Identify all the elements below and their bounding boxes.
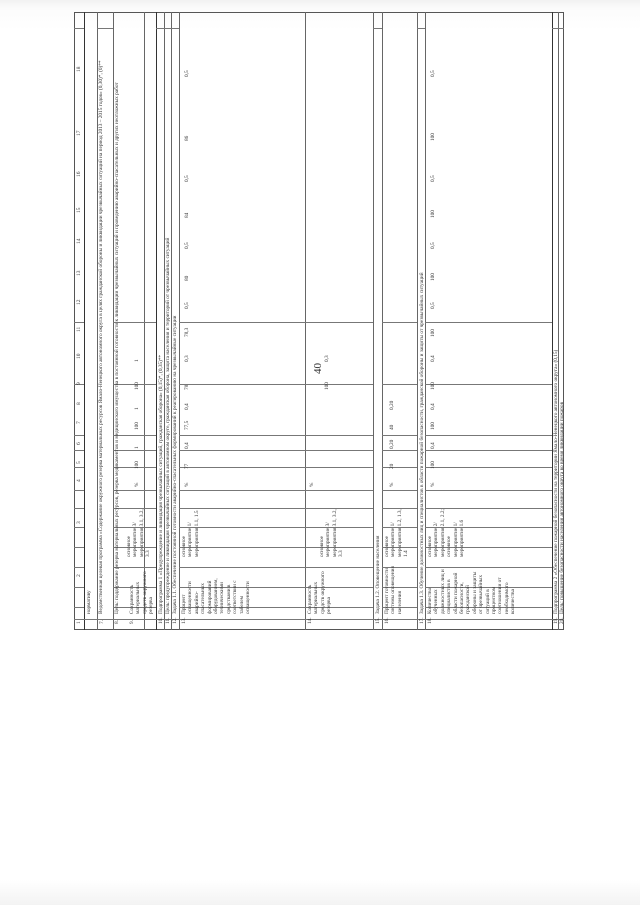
col-line (179, 467, 373, 468)
header-col-7: 7 (76, 421, 82, 424)
row-9-value: 1 (134, 359, 140, 362)
col-line (74, 607, 84, 608)
row-18-value: 100 (430, 422, 436, 430)
col-line (425, 435, 552, 436)
row-9-value: 100 (134, 461, 140, 469)
row-10-text: Подпрограмма 1 «Предупреждение и ликвидация чрезвычайных ситуаций, гражданская оборона» (0,15)*, (0,35)** (158, 354, 164, 614)
col-line (382, 384, 417, 385)
header-col-3: 3 (76, 521, 82, 524)
row-14-measure: основное мероприятие 3/ мероприятия 3.1, 3.2, 3.3 (319, 509, 345, 557)
row-11-num: 11. (165, 617, 171, 624)
row-16-value: 0,20 (389, 439, 395, 449)
row-18-value: 0,5 (430, 175, 436, 182)
row-14-value: 100 (324, 382, 330, 390)
row-divider (382, 12, 383, 630)
row-7-num: 7. (99, 620, 105, 624)
row-18-value: 100 (430, 329, 436, 337)
rotated-table-page (74, 12, 564, 630)
col-line (373, 28, 382, 29)
row-13-name: Процент оснащенности аварийно-спасательных формирований оборудованием, техническими средствами в соответствии с табелем оснащенности (181, 578, 252, 614)
col-line (97, 28, 113, 29)
row-19-text: Подпрограмма 2 «Обеспечение пожарной безопасности на территории Ямало-Ненецкого автономного округа» (0,15) (553, 349, 559, 614)
col-line (425, 490, 552, 491)
col-line (74, 435, 84, 436)
col-line (74, 28, 84, 29)
row-13-measure: основное мероприятие 1/ мероприятия 1.1, 1.5 (181, 510, 200, 557)
col-line (74, 567, 84, 568)
row-14-value: 0,3 (324, 355, 330, 362)
col-line (382, 467, 417, 468)
row-20-text: Цель: повышение безопасности населения автономного округа во время ликвидации пожаров (559, 401, 565, 614)
row-18-value: 0,4 (430, 355, 436, 362)
row-8-num: 8. (114, 620, 120, 624)
row-17-num: 17. (419, 617, 425, 624)
row-18-value: 100 (430, 273, 436, 281)
row-18-name: Количество обученных должностных лиц и специалистов в области пожарной безопасности, гражданской обороны и защиты от чрезвычайных ситуаций в процентном соотношении от необходимого количества (427, 569, 517, 614)
header-col-9: 9 (76, 382, 82, 385)
row-18-value: 100 (430, 133, 436, 141)
row-8-text: Цель: поддержание резерва материальных ресурсов, резерва медикаментов и медицинского имущества в постоянной готовности к ликвидации чрезвычайных ситуаций и проведению аварийно-спасательных и других неотложных работ (114, 82, 120, 614)
row-divider (305, 12, 306, 630)
col-line (382, 490, 417, 491)
col-line (425, 450, 552, 451)
page-number: 40 (312, 363, 324, 374)
row-divider (179, 12, 180, 630)
row-16-num: 16. (384, 617, 390, 624)
row-13-value: 0,5 (184, 175, 190, 182)
col-line (179, 490, 373, 491)
row-divider (417, 12, 418, 630)
row-16-measure: основное мероприятие 1/ мероприятия 1.2, 1.3, 1.4 (384, 509, 410, 557)
header-col-2: 2 (76, 574, 82, 577)
col-line (74, 547, 84, 548)
col-line (552, 28, 564, 29)
row-13-value: 77 (184, 463, 190, 469)
row-13-value: 0,5 (184, 70, 190, 77)
row-19-num: 19. (553, 617, 559, 624)
row-9-value: 100 (134, 422, 140, 430)
col-line (164, 28, 171, 29)
row-9-num: 9. (129, 620, 135, 624)
row-18-unit: % (430, 482, 436, 487)
row-18-value: 0,5 (430, 302, 436, 309)
col-line (179, 322, 373, 323)
row-13-value: 0,4 (184, 403, 190, 410)
col-line (179, 384, 373, 385)
col-line (74, 450, 84, 451)
row-13-value: 77,5 (184, 420, 190, 430)
col-line (74, 587, 84, 588)
row-11-text: Цель: предупреждение и ликвидация чрезвычайных ситуаций в автономном округе, гражданская оборона, защита населения и территорий от чрезвычайных ситуаций (165, 237, 171, 614)
header-col-13: 13 (76, 270, 82, 276)
col-line (382, 322, 417, 323)
row-9-name: Сохранность материальных средств окружного резерва (129, 571, 155, 614)
row-16-value: 20 (389, 463, 395, 469)
row-13-value: 80 (184, 275, 190, 281)
header-col-6: 6 (76, 442, 82, 445)
header-col-17: 17 (76, 130, 82, 136)
col-line (171, 28, 179, 29)
col-line (74, 508, 84, 509)
row-20-num: 20. (559, 617, 565, 624)
header-col-11: 11 (76, 326, 82, 332)
row-12-text: Задача 1.1. Обеспечение постоянной готовности аварийно-спасательных формирований к реагированию на чрезвычайные ситуации (172, 315, 178, 614)
row-13-value: 86 (184, 135, 190, 141)
row-divider (84, 12, 85, 630)
row-16-name: Процент готовности системы оповещения населения (384, 566, 403, 614)
row-13-value: 0,3 (184, 355, 190, 362)
row-15-text: Задача 1.2. Оповещение населения (375, 535, 381, 614)
row-18-value: 0,5 (430, 70, 436, 77)
col-line (74, 467, 84, 468)
row-18-value: 100 (430, 461, 436, 469)
row-13-value: 0,5 (184, 302, 190, 309)
row-18-value: 100 (430, 382, 436, 390)
header-col-5: 5 (76, 461, 82, 464)
row-16-unit: % (389, 482, 395, 487)
row-16-value: 0,20 (389, 400, 395, 410)
col-line (425, 322, 552, 323)
col-line (179, 435, 373, 436)
row-15-num: 15. (375, 617, 381, 624)
row-9-value: 1 (134, 407, 140, 410)
row-13-value: 0,4 (184, 442, 190, 449)
row-divider (373, 12, 374, 630)
row-9-value: 100 (134, 382, 140, 390)
row-13-value: 78 (184, 384, 190, 390)
col-line (382, 450, 417, 451)
header-col-12: 12 (76, 299, 82, 305)
col-line (417, 28, 425, 29)
col-line (179, 450, 373, 451)
col-line (156, 28, 164, 29)
header-col-16: 16 (76, 171, 82, 177)
row-18-num: 18. (427, 617, 433, 624)
col-line (74, 619, 564, 620)
row-10-num: 10. (158, 617, 164, 624)
header-col-8: 8 (76, 402, 82, 405)
row-9-measure: основное мероприятие 3/ мероприятия 3.1, 3.2, 3.3 (126, 509, 152, 557)
col-line (425, 467, 552, 468)
row-13-value: 84 (184, 212, 190, 218)
row-16-value: 40 (389, 424, 395, 430)
row-divider (156, 12, 157, 630)
header-col-1: 1 (76, 621, 82, 624)
row-14-name: Сохранность материальных средств окружного резерва (307, 571, 333, 614)
header-col-14: 14 (76, 238, 82, 244)
col-line (382, 435, 417, 436)
row-18-value: 0,5 (430, 242, 436, 249)
row-14-unit: % (309, 482, 315, 487)
row-13-unit: % (184, 482, 190, 487)
header-col-4: 4 (76, 479, 82, 482)
row-13-value: 0,5 (184, 242, 190, 249)
row-18-value: 0,4 (430, 442, 436, 449)
row-13-value: 78,3 (184, 327, 190, 337)
header-col-15: 15 (76, 207, 82, 213)
header-col-18: 18 (76, 66, 82, 72)
row-13-num: 13. (181, 617, 187, 624)
col-line (425, 384, 552, 385)
header-col-10: 10 (76, 353, 82, 359)
row-7-text: Ведомственная целевая программа «Содержание окружного резерва материальных ресурсов Ямало-Ненецкого автономного округа в целях гражданской обороны и ликвидации чрезвычайных ситуаций на период 2013 – 2015 годов» (0,30)*, (0)** (98, 60, 104, 614)
col-line (74, 527, 84, 528)
row-18-value: 0,4 (430, 403, 436, 410)
row-18-measure: основное мероприятие 2/ мероприятия 2.1, 2.2; основное мероприятие 1/ мероприятие 1.6 (427, 508, 466, 557)
row-18-value: 100 (430, 210, 436, 218)
row-9-unit: % (134, 482, 140, 487)
col-line (74, 322, 84, 323)
col-line (74, 490, 84, 491)
row-9-value: 1 (134, 446, 140, 449)
row-12-num: 12. (172, 617, 178, 624)
row-top-text: нормативу (86, 590, 92, 614)
row-17-text: Задача 1.3. Обучение должностных лиц и специалистов в области пожарной безопасности, гражданской обороны и защиты от чрезвычайных ситуаций (419, 272, 425, 614)
row-14-num: 14. (307, 617, 313, 624)
